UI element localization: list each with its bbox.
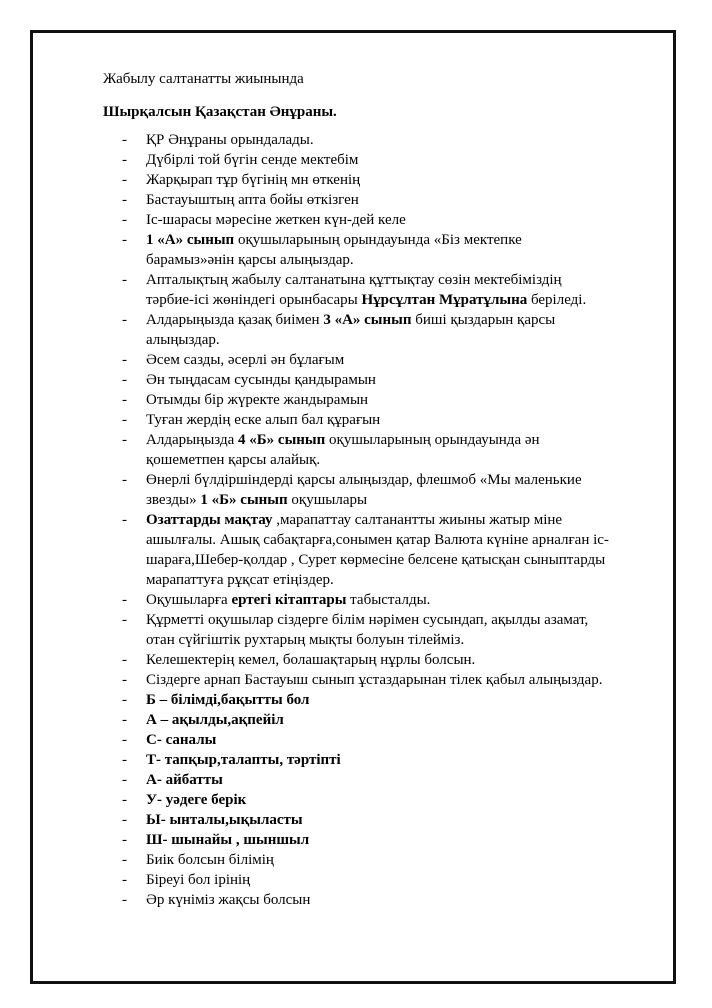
list-item-line [146,730,666,750]
list-item-line [146,630,666,650]
text-segment: ҚР Әнұраны орындалады. [146,132,314,148]
list-item-line [146,870,666,890]
list-bullet: - [122,132,127,148]
text-segment: оқушыларының орындауында ән [325,432,540,448]
list-item-line [146,830,666,850]
text-segment: ашылғалы. Ашық сабақтарға,сонымен қатар Валюта күніне арналған іс- [146,532,609,548]
list-item-line [146,570,666,590]
list-item-line [146,290,666,310]
list-bullet: - [122,692,127,708]
list-item-line [146,250,666,270]
list-item-line [146,710,666,730]
text-segment: биші қыздарын қарсы [411,312,556,328]
list-item-line [146,410,666,430]
bold-text: 3 «А» сынып [323,312,412,328]
text-segment: Алдарыңызда [146,432,238,448]
list-bullet: - [122,272,127,288]
text-segment: отан сүйгіштік рухтарың мықты болуын тілейміз. [146,632,465,648]
text-segment: Бастауыштың апта бойы өткізген [146,192,359,208]
list-bullet: - [122,372,127,388]
text-segment: Әсем сазды, әсерлі ән бұлағым [146,352,345,368]
list-bullet: - [122,752,127,768]
list-item-line [146,610,666,630]
bold-text: 1 «Б» сынып [200,492,288,508]
text-segment: Апталықтың жабылу салтанатына құттықтау сөзін мектебіміздің [146,272,562,288]
bold-text: Т- тапқыр,талапты, тәртіпті [146,752,341,768]
list-item-line [146,270,666,290]
bold-text: ертегі кітаптары [231,592,347,608]
bold-text: 4 «Б» сынып [238,432,326,448]
list-bullet: - [122,732,127,748]
text-segment: Оқушыларға [146,592,232,608]
list-bullet: - [122,412,127,428]
list-item-line [146,330,666,350]
list-item-line [146,150,666,170]
list-item-line [146,490,666,510]
list-item-line [146,310,666,330]
bold-text: Озаттарды мақтау [146,512,273,528]
text-segment: алыңыздар. [146,332,220,348]
list-item-line [146,370,666,390]
list-item-line [146,130,666,150]
list-bullet: - [122,172,127,188]
list-bullet: - [122,832,127,848]
list-item-line [146,670,666,690]
list-item-line [146,790,666,810]
text-segment: Келешектерің кемел, болашақтарың нұрлы болсын. [146,652,476,668]
text-segment: Отымды бір жүректе жандырамын [146,392,369,408]
list-item-line [146,210,666,230]
text-segment: барамыз»әнін қарсы алыңыздар. [146,252,354,268]
list-item-line [146,850,666,870]
list-bullet: - [122,872,127,888]
list-bullet: - [122,512,127,528]
text-segment: ,марапаттау салтанантты жиыны жатыр міне [272,512,563,528]
list-item-line [146,890,666,910]
text-segment: оқушыларының орындауында «Біз мектепке [234,232,522,248]
list-item-line [146,450,666,470]
text-segment: звезды» [146,492,201,508]
text-segment: Өнерлі бүлдіршіндерді қарсы алыңыздар, флешмоб «Мы маленькие [146,472,582,488]
page-heading: Жабылу салтанатты жиынында [103,71,304,87]
list-item-line [146,510,666,530]
list-bullet: - [122,612,127,628]
list-bullet: - [122,352,127,368]
list-bullet: - [122,792,127,808]
text-segment: Жарқырап тұр бүгінің мн өткенің [146,172,361,188]
bold-text: А – ақылды,ақпейіл [146,712,284,728]
bold-text: У- уәдеге берік [146,792,247,808]
list-item-line [146,390,666,410]
text-segment: шараға,Шебер-қолдар , Сурет көрмесіне белсене қатысқан сыныптарды [146,552,606,568]
list-item-line [146,550,666,570]
bold-text: А- айбатты [146,772,223,788]
bold-text: Нұрсұлтан Мұратұлына [361,292,528,308]
bold-text: С- саналы [146,732,217,748]
text-segment: марапаттуға рұқсат етіңіздер. [146,572,334,588]
list-bullet: - [122,652,127,668]
list-bullet: - [122,472,127,488]
list-bullet: - [122,772,127,788]
list-item-line [146,690,666,710]
list-item-line [146,650,666,670]
list-bullet: - [122,852,127,868]
list-item-line [146,810,666,830]
list-item-line [146,430,666,450]
bold-text: Ы- ынталы,ықыласты [146,812,303,828]
text-segment: табысталды. [346,592,431,608]
text-segment: Туған жердің еске алып бал құрағын [146,412,381,428]
list-item-line [146,750,666,770]
list-bullet: - [122,712,127,728]
list-bullet: - [122,232,127,248]
list-item-line [146,230,666,250]
text-segment: беріледі. [527,292,587,308]
list-item-line [146,190,666,210]
bold-text: 1 «А» сынып [146,232,235,248]
text-segment: Сіздерге арнап Бастауыш сынып ұстаздарынан тілек қабыл алыңыздар. [146,672,603,688]
list-bullet: - [122,592,127,608]
list-item-line [146,590,666,610]
text-segment: Биік болсын білімің [146,852,274,868]
bold-text: Б – білімді,бақытты бол [146,692,310,708]
text-segment: Әр күніміз жақсы болсын [146,892,311,908]
page-subheading: Шырқалсын Қазақстан Әнұраны. [103,104,337,120]
list-bullet: - [122,192,127,208]
list-bullet: - [122,312,127,328]
list-bullet: - [122,432,127,448]
bold-text: Ш- шынайы , шыншыл [146,832,310,848]
list-bullet: - [122,892,127,908]
list-item-line [146,470,666,490]
list-bullet: - [122,672,127,688]
text-segment: Біреуі бол ірінің [146,872,251,888]
list-item-line [146,530,666,550]
list-bullet: - [122,152,127,168]
list-item-line [146,770,666,790]
text-segment: қошеметпен қарсы алайық. [146,452,321,468]
text-segment: Іс-шарасы мәресіне жеткен күн-дей келе [146,212,406,228]
text-segment: Дүбірлі той бүгін сенде мектебім [146,152,359,168]
text-segment: тәрбие-ісі жөніндегі орынбасары [146,292,362,308]
text-segment: Алдарыңызда қазақ биімен [146,312,324,328]
list-bullet: - [122,212,127,228]
text-segment: оқушылары [287,492,368,508]
list-bullet: - [122,392,127,408]
text-segment: Ән тыңдасам сусынды қандырамын [146,372,376,388]
text-segment: Құрметті оқушылар сіздерге білім нәрімен сусындап, ақылды азамат, [146,612,589,628]
list-bullet: - [122,812,127,828]
list-item-line [146,350,666,370]
list-item-line [146,170,666,190]
